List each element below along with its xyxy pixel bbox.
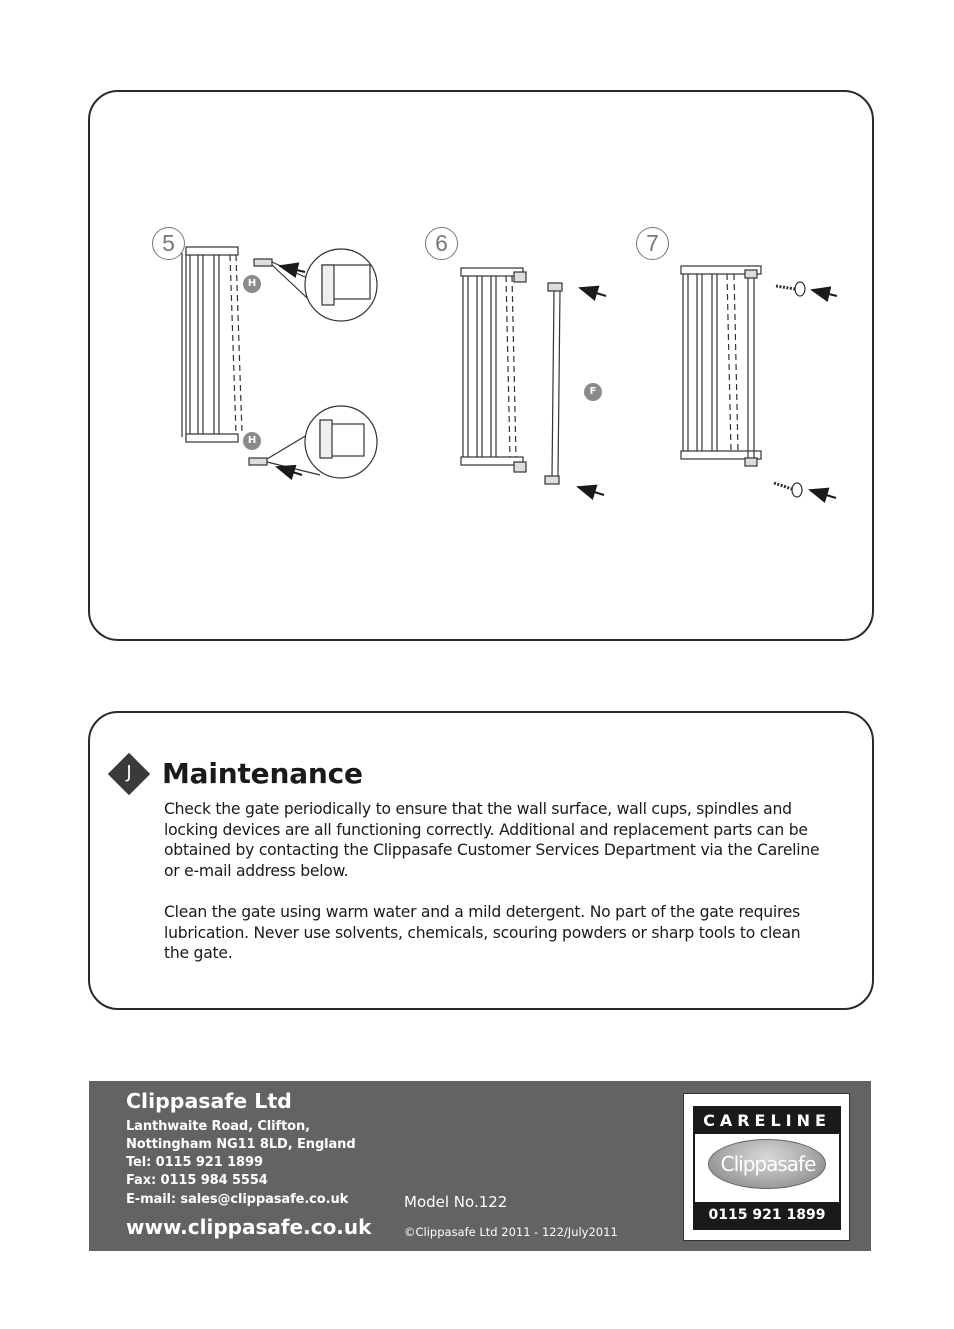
email-link[interactable]: E-mail: sales@clippasafe.co.uk (126, 1192, 349, 1207)
fax: Fax: 0115 984 5554 (126, 1173, 268, 1188)
arrow (580, 288, 606, 296)
part-h-label: H (243, 275, 261, 293)
careline-badge (683, 1093, 850, 1241)
clippasafe-logo (708, 1139, 826, 1189)
step-5-number: 5 (152, 227, 185, 260)
company-name: Clippasafe Ltd (126, 1089, 292, 1113)
section-letter: J (126, 762, 132, 783)
address-line-1: Lanthwaite Road, Clifton, (126, 1119, 311, 1134)
address-line-2: Nottingham NG11 8LD, England (126, 1137, 356, 1152)
step-7-number: 7 (636, 227, 669, 260)
part-f-label: F (584, 383, 602, 401)
company-footer (89, 1081, 871, 1251)
arrow (277, 467, 302, 475)
website-link[interactable]: www.clippasafe.co.uk (126, 1215, 372, 1239)
careline-phone: 0115 921 1899 (695, 1202, 839, 1228)
arrow (578, 487, 604, 495)
logo-text: Clippasafe (720, 1152, 816, 1176)
model-number: Model No.122 (404, 1193, 508, 1211)
step-5-illustration (182, 247, 377, 478)
maintenance-paragraph-2: Clean the gate using warm water and a mild detergent. No part of the gate requires lubrication. Never use solvents, chemicals, scouring powders or sharp tools to clean the gate. (164, 903, 801, 963)
telephone: Tel: 0115 921 1899 (126, 1155, 263, 1170)
step-6-number: 6 (425, 227, 458, 260)
copyright-notice: ©Clippasafe Ltd 2011 - 122/July2011 (404, 1225, 618, 1239)
arrow (810, 490, 836, 498)
step-7-illustration (681, 266, 805, 497)
maintenance-title: Maintenance (162, 757, 363, 790)
step-6-illustration (461, 268, 562, 484)
section-j-badge (108, 753, 150, 795)
careline-title: CARELINE (695, 1108, 839, 1134)
maintenance-paragraph-1: Check the gate periodically to ensure that the wall surface, wall cups, spindles and locking devices are all functioning correctly. Additional and replacement parts can be obtained by contacting the Clippasafe Customer Services Department via the Careline or e-mail address below. (164, 800, 820, 881)
assembly-diagram (0, 0, 954, 660)
part-h-label: H (243, 432, 261, 450)
arrow (812, 290, 837, 296)
